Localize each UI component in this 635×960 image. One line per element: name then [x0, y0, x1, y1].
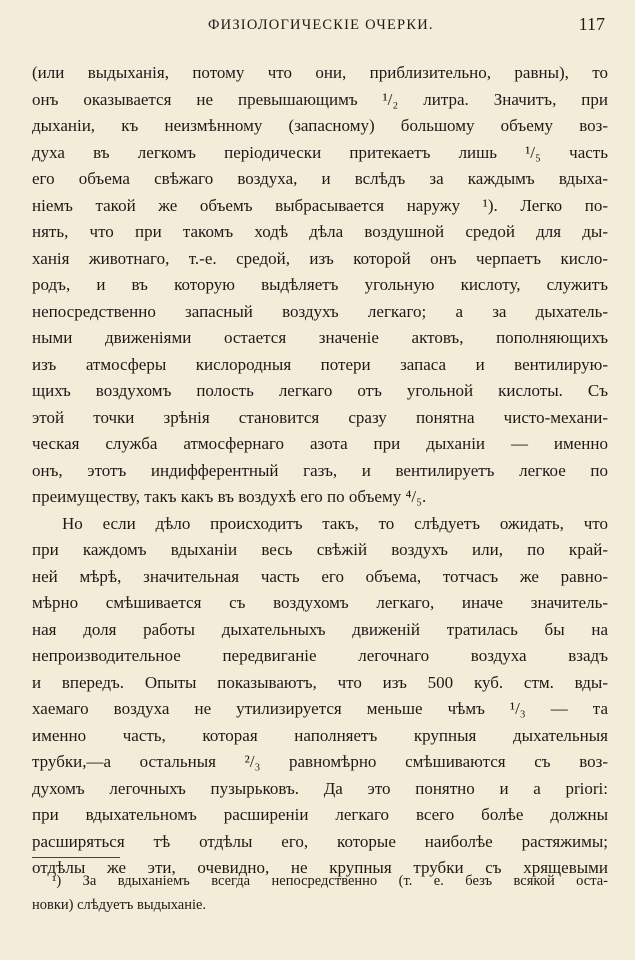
text-line: духа въ легкомъ періодически притекаетъ лишь ¹/₅ часть — [32, 142, 608, 162]
text-line: его объема свѣжаго воздуха, и вслѣдъ за каждымъ вдыха- — [32, 169, 608, 188]
text-line: при вдыхательномъ расширеніи легкаго всего болѣе должны — [32, 805, 608, 824]
text-line: и впередъ. Опыты показываютъ, что изъ 500 куб. стм. вды- — [32, 672, 608, 692]
footnotes — [32, 869, 608, 917]
text-line: онъ, этотъ индифферентный газъ, и вентилируетъ легкое по — [32, 460, 608, 480]
footnote-line: ¹) За вдыханіемъ всегда непосредственно (т. е. безъ всякой оста- — [52, 873, 608, 889]
text-line: мѣрно смѣшивается съ воздухомъ легкаго, иначе значитель- — [32, 593, 608, 612]
running-title: ФИЗІОЛОГИЧЕСКІЕ ОЧЕРКИ. — [208, 17, 434, 33]
text-line: дыханіи, къ неизмѣнному (запасному) большому объему воз- — [32, 116, 608, 135]
text-line: (или выдыханія, потому что они, приблизительно, равны), то — [32, 63, 608, 82]
text-line: щихъ воздухомъ полость легкаго отъ угольной кислоты. Съ — [32, 381, 608, 400]
text-line: ханія животнаго, т.-е. средой, изъ которой онъ черпаетъ кисло- — [32, 248, 608, 268]
text-line: родъ, и въ которую выдѣляетъ угольную кислоту, служитъ — [32, 275, 608, 294]
text-line: ная доля работы дыхательныхъ движеній тратилась бы на — [32, 619, 608, 639]
text-line: ней мѣрѣ, значительная часть его объема, тотчасъ же равно- — [32, 566, 608, 586]
footnote-line: новки) слѣдуетъ выдыханіе. — [32, 897, 207, 913]
text-line: непосредственно запасный воздухъ легкаго; а за дыхатель- — [32, 301, 608, 321]
text-line: при каждомъ вдыханіи весь свѣжій воздухъ или, по край- — [32, 540, 608, 559]
text-line: нять, что при такомъ ходѣ дѣла воздушной средой для ды- — [32, 222, 608, 241]
body-text — [32, 60, 608, 882]
page-number: 117 — [578, 14, 605, 34]
footnote-divider — [32, 857, 120, 858]
text-line: расширяться тѣ отдѣлы его, которые наиболѣе растяжимы; — [32, 831, 608, 851]
text-line: ніемъ такой же объемъ выбрасывается наружу ¹). Легко по- — [32, 195, 608, 215]
text-line: трубки,—а остальныя ²/₃ равномѣрно смѣшиваются съ воз- — [32, 752, 608, 771]
text-line: духомъ легочныхъ пузырьковъ. Да это понятно и а priori: — [32, 778, 608, 798]
text-line: отдѣлы же эти, очевидно, не крупныя трубки съ хрящевыми — [32, 858, 608, 877]
paragraph-start-line: Но если дѣло происходитъ такъ, то слѣдуетъ ожидать, что — [62, 513, 608, 533]
text-line: ческая служба атмосфернаго азота при дыханіи — именно — [32, 434, 608, 453]
text-line: именно часть, которая наполняетъ крупныя дыхательныя — [32, 725, 608, 745]
text-line: хаемаго воздуха не утилизируется меньше чѣмъ ¹/₃ — та — [32, 699, 608, 718]
text-line: этой точки зрѣнія становится сразу понятна чисто-механи- — [32, 407, 608, 427]
text-line: ными движеніями остается значеніе актовъ, пополняющихъ — [32, 328, 608, 347]
text-line: онъ оказывается не превышающимъ ¹/₂ литра. Значитъ, при — [32, 89, 608, 109]
running-header — [32, 14, 613, 40]
paragraph-end-line: преимуществу, такъ какъ въ воздухѣ его по объему ⁴/₅. — [32, 487, 427, 506]
text-line: изъ атмосферы кислородныя потери запаса и вентилирую- — [32, 354, 608, 374]
text-line: непроизводительное передвиганіе легочнаго воздуха взадъ — [32, 646, 608, 665]
